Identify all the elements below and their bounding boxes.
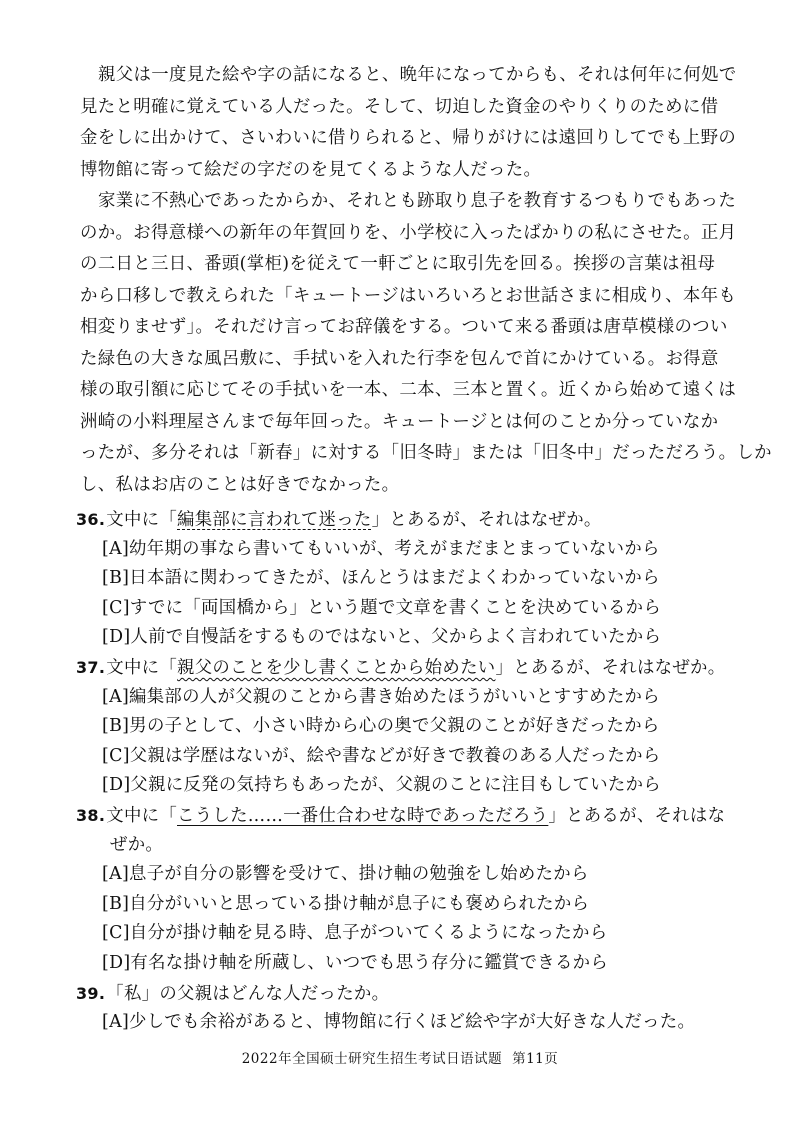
answer-option[interactable]: [A]幼年期の事なら書いてもいいが、考えがまだまとまっていないから bbox=[102, 538, 660, 559]
question-text-tail: 」とあるが、それはなぜか。 bbox=[495, 657, 726, 678]
underlined-quote: 編集部に言われて迷った bbox=[177, 510, 372, 530]
page-number: 第11页 bbox=[512, 1051, 559, 1067]
passage-line: の二日と三日、番頭(掌柜)を従えて一軒ごとに取引先を回る。挨拶の言葉は祖母 bbox=[80, 254, 716, 274]
passage-line: 博物館に寄って絵だの字だのを見てくるような人だった。 bbox=[80, 159, 542, 180]
answer-option[interactable]: [D]人前で自慢話をするものではないと、父からよく言われていたから bbox=[102, 627, 662, 648]
reading-passage bbox=[80, 60, 772, 501]
answer-option[interactable]: [A]少しでも余裕があると、博物館に行くほど絵や字が大好きな人だった。 bbox=[102, 1012, 696, 1033]
question-text: 文中に「 bbox=[106, 510, 178, 530]
question-list bbox=[76, 505, 746, 1038]
exam-title: 2022年全国硕士研究生招生考试日语试题 bbox=[241, 1051, 503, 1067]
answer-option[interactable]: [C]自分が掛け軸を見る時、息子がついてくるようになったから bbox=[102, 923, 608, 944]
question-36 bbox=[76, 505, 746, 653]
question-stem bbox=[76, 505, 746, 535]
question-text: 文中に「 bbox=[106, 805, 178, 826]
question-number: 38. bbox=[76, 805, 106, 825]
question-37 bbox=[76, 653, 746, 801]
page-footer bbox=[0, 1047, 800, 1067]
passage-line: 見たと明確に覚えている人だった。そして、切迫した資金のやりくりのために借 bbox=[80, 96, 719, 117]
question-text-tail: 」とあるが、それはなぜか。 bbox=[371, 510, 602, 530]
passage-line: た緑色の大きな風呂敷に、手拭いを入れた行李を包んで首にかけている。お得意 bbox=[80, 348, 719, 369]
question-number: 39. bbox=[76, 983, 106, 1003]
answer-option[interactable]: [A]編集部の人が父親のことから書き始めたほうがいいとすすめたから bbox=[102, 686, 660, 707]
underlined-quote: こうした……一番仕合わせな時であっただろう bbox=[177, 805, 549, 826]
question-stem-continued: ぜか。 bbox=[110, 834, 164, 855]
answer-option[interactable]: [B]男の子として、小さい時から心の奥で父親のことが好きだったから bbox=[102, 716, 660, 737]
answer-option[interactable]: [C]父親は学歴はないが、絵や書などが好きで教養のある人だったから bbox=[102, 745, 661, 766]
passage-line: 家業に不熱心であったからか、それとも跡取り息子を教育するつもりでもあった bbox=[98, 191, 737, 211]
question-text: 「私」の父親はどんな人だったか。 bbox=[106, 983, 390, 1004]
answer-option[interactable]: [B]日本語に関わってきたが、ほんとうはまだよくわかっていないから bbox=[102, 568, 660, 589]
question-text: 文中に「 bbox=[106, 657, 178, 678]
question-38 bbox=[76, 801, 746, 979]
passage-line: 相変りませず」。それだけ言ってお辞儀をする。ついて来る番頭は唐草模様のつい bbox=[80, 317, 728, 337]
answer-option[interactable]: [A]息子が自分の影響を受けて、掛け軸の勉強をし始めたから bbox=[102, 864, 589, 885]
question-number: 37. bbox=[76, 657, 106, 677]
question-stem bbox=[76, 979, 746, 1009]
answer-option[interactable]: [D]父親に反発の気持ちもあったが、父親のことに注目もしていたから bbox=[102, 775, 661, 796]
question-text-tail: 」とあるが、それはな bbox=[548, 805, 726, 826]
passage-line: のか。お得意様への新年の年賀回りを、小学校に入ったばかりの私にさせた。正月 bbox=[80, 222, 737, 243]
question-39 bbox=[76, 979, 746, 1038]
answer-option[interactable]: [C]すでに「両国橋から」という題で文章を書くことを決めているから bbox=[102, 597, 662, 618]
question-stem bbox=[76, 801, 746, 831]
answer-option[interactable]: [B]自分がいいと思っている掛け軸が息子にも褒められたから bbox=[102, 893, 590, 914]
passage-line: ったが、多分それは「新春」に対する「旧冬時」または「旧冬中」だっただろう。しか bbox=[80, 443, 772, 463]
answer-option[interactable]: [D]有名な掛け軸を所蔵し、いつでも思う存分に鑑賞できるから bbox=[102, 952, 609, 973]
passage-line: から口移しで教えられた「キュートージはいろいろとお世話さまに相成り、本年も bbox=[80, 285, 737, 306]
question-number: 36. bbox=[76, 510, 106, 529]
passage-line: し、私はお店のことは好きでなかった。 bbox=[80, 474, 400, 495]
question-stem bbox=[76, 653, 746, 683]
passage-line: 金をしに出かけて、さいわいに借りられると、帰りがけには遠回りしてでも上野の bbox=[80, 128, 737, 148]
passage-line: 様の取引額に応じてその手拭いを一本、二本、三本と置く。近くから始めて遠くは bbox=[80, 380, 737, 400]
passage-line: 親父は一度見た絵や字の話になると、晩年になってからも、それは何年に何処で bbox=[98, 65, 737, 85]
passage-line: 洲崎の小料理屋さんまで毎年回った。キュートージとは何のことか分っていなか bbox=[80, 411, 719, 432]
underlined-quote: 親父のことを少し書くことから始めたい bbox=[177, 657, 496, 678]
